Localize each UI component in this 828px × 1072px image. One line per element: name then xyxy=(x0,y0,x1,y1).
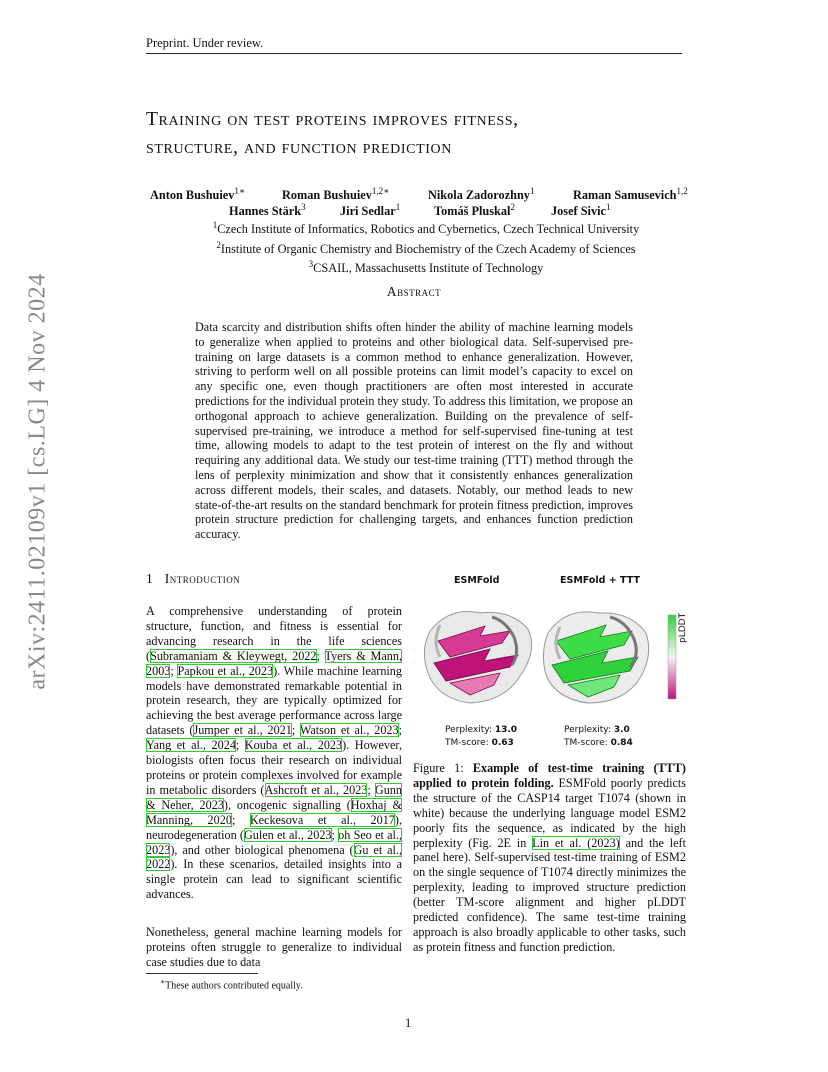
caption-label: Figure 1: xyxy=(413,761,473,775)
page-number: 1 xyxy=(405,1016,412,1030)
paragraph-text: ; xyxy=(170,663,178,678)
left-perplexity: Perplexity: 13.0 xyxy=(445,725,518,735)
caption-text: and the left panel here). Self-supervised test-time training of ESM2 on the single sequence of T1074 directly minimizes the perplexity, leading to improved structure prediction (better TM-score alignment and higher pLDDT predicted confidence). The same test-time training approach is also broadly applicable to other tasks, such as protein fitness and function prediction. xyxy=(413,835,686,954)
figure-1-caption xyxy=(413,761,686,955)
caption-bold: Example of test-time training (TTT) applied to protein folding. xyxy=(413,761,686,790)
esmfold-ttt-structure xyxy=(543,612,648,703)
paragraph-text: ), neurodegeneration ( xyxy=(146,812,402,842)
paragraph-text: ; xyxy=(398,723,402,738)
caption-text: ESMFold poorly predicts the structure of the CASP14 target T1074 (shown in white) because the underlying language model ESM2 poorly fits the sequence, as indicated by the high perplexity (Fig. 2E in xyxy=(413,775,687,850)
citation-link[interactable]: Gu et al., 2022 xyxy=(146,842,402,872)
paragraph-text: A comprehensive understanding of protein structure, function, and fitness is essential for advancing research in the life sciences ( xyxy=(146,604,402,663)
footnote-rule xyxy=(146,973,258,974)
citation-link[interactable]: Tyers & Mann, 2003 xyxy=(146,648,402,678)
figure-1 xyxy=(410,575,690,755)
right-tm-score: TM-score: 0.84 xyxy=(564,738,633,748)
intro-paragraph-1 xyxy=(146,604,402,902)
intro-paragraph-2: Nonetheless, general machine learning models for proteins often struggle to generalize to individual case studies due to data xyxy=(146,925,402,969)
abstract-text: Data scarcity and distribution shifts often hinder the ability of machine learning models to generalize when applied to proteins and other biological data. Self-supervised pre-training on large datasets is a common method to enhance generalization. However, striving to perform well on all possible proteins can limit model’s capacity to excel on any specific one, even though practitioners are often most interested in accurate predictions for the individual protein they study. To address this limitation, we propose an orthogonal approach to achieve generalization. Building on the prevalence of self-supervised pre-training, we introduce a method for self-supervised fine-tuning at test time, allowing models to adapt to the test protein of interest on the fly and without requiring any additional data. We study our test-time training (TTT) method through the lens of perplexity minimization and show that it consistently enhances generalization across different models, their scales, and datasets. Notably, our method leads to new state-of-the-art results on the standard benchmark for protein fitness prediction, improves protein structure prediction for challenging targets, and enhances function prediction accuracy. xyxy=(195,320,633,542)
header-rule xyxy=(146,53,682,54)
author-row-1 xyxy=(146,184,706,203)
citation-link[interactable]: Hoxhaj & Manning, 2020 xyxy=(146,797,403,827)
citation-link[interactable]: Yang et al., 2024 xyxy=(146,738,236,753)
panel-title-esmfold: ESMFold xyxy=(454,575,500,586)
right-perplexity: Perplexity: 3.0 xyxy=(564,725,630,735)
paragraph-text: ), oncogenic signalling ( xyxy=(223,797,351,812)
citation-link[interactable]: Gunn & Neher, 2023 xyxy=(146,782,402,812)
author: Hannes Stärk$^3$ xyxy=(229,202,306,219)
affiliations xyxy=(146,218,706,277)
protein-structure-illustration xyxy=(410,591,690,721)
section-number: 1 xyxy=(146,571,153,586)
author: Anton Bushuiev$^{1∗}$ xyxy=(150,186,246,203)
affiliation: $^1$Czech Institute of Informatics, Robotics and Cybernetics, Czech Technical University xyxy=(212,220,640,237)
footnote: ∗These authors contributed equally. xyxy=(160,977,303,992)
author: Raman Samusevich$^{1,2}$ xyxy=(573,186,688,203)
esmfold-structure xyxy=(424,611,531,703)
section-title: Introduction xyxy=(164,571,241,586)
colorbar-label: pLDDT xyxy=(678,612,688,643)
paragraph-text: ). While machine learning models have demonstrated remarkable potential in protein research, they are typically optimized for achieving the best average performance across large datasets ( xyxy=(146,663,402,738)
panel-title-esmfold-ttt: ESMFold + TTT xyxy=(560,575,640,586)
citation-link[interactable]: Ashcroft et al., 2023 xyxy=(264,782,368,797)
paragraph-text: ). In these scenarios, detailed insights into a single protein can lead to significant scientific advances. xyxy=(146,857,402,902)
author: Josef Sivic$^1$ xyxy=(551,202,611,219)
paragraph-text: ; xyxy=(235,738,245,753)
citation-link[interactable]: Gulen et al., 2023 xyxy=(243,827,332,842)
title-line-1: Training on test proteins improves fitness, xyxy=(146,109,519,130)
arxiv-stamp[interactable]: arXiv:2411.02109v1 [cs.LG] 4 Nov 2024 xyxy=(24,273,51,690)
author: Roman Bushuiev$^{1,2∗}$ xyxy=(282,186,390,203)
section-heading xyxy=(146,571,240,587)
author: Tomáš Pluskal$^2$ xyxy=(434,202,515,219)
citation-link[interactable]: Lin et al. (2023) xyxy=(532,835,620,850)
paragraph-text: ; xyxy=(231,812,250,827)
paragraph-text: ; xyxy=(291,723,300,738)
paragraph-text: ; xyxy=(331,827,339,842)
citation-link[interactable]: oh Seo et al., 2023 xyxy=(146,827,403,857)
citation-link[interactable]: Subramaniam & Kleywegt, 2022 xyxy=(150,648,317,663)
plddt-colorbar xyxy=(668,615,676,699)
title-line-2: structure, and function prediction xyxy=(146,137,452,158)
citation-link[interactable]: Kouba et al., 2023 xyxy=(244,738,343,753)
author-row-2 xyxy=(146,200,706,219)
affiliation: $^3$CSAIL, Massachusetts Institute of Technology xyxy=(308,259,544,276)
citation-link[interactable]: Papkou et al., 2023 xyxy=(177,663,274,678)
running-header: Preprint. Under review. xyxy=(146,36,264,50)
affiliation: $^2$Institute of Organic Chemistry and Biochemistry of the Czech Academy of Sciences xyxy=(216,239,636,256)
left-tm-score: TM-score: 0.63 xyxy=(445,738,514,748)
paragraph-text: ). However, biologists often focus their research on individual proteins or protein complexes involved for example in metabolic disorders ( xyxy=(146,738,402,797)
citation-link[interactable]: Watson et al., 2023 xyxy=(299,723,399,738)
author: Nikola Zadorozhny$^1$ xyxy=(428,186,535,203)
author-list xyxy=(146,184,706,219)
paragraph-text: ; xyxy=(316,648,325,663)
paper-title xyxy=(146,106,706,162)
author: Jiri Sedlar$^1$ xyxy=(340,202,401,219)
abstract-heading: Abstract xyxy=(386,284,442,299)
paragraph-text: ; xyxy=(367,782,375,797)
citation-link[interactable]: Jumper et al., 2021 xyxy=(193,723,292,738)
citation-link[interactable]: Keckesova et al., 2017 xyxy=(249,812,395,827)
paragraph-text: ), and other biological phenomena ( xyxy=(170,842,354,857)
